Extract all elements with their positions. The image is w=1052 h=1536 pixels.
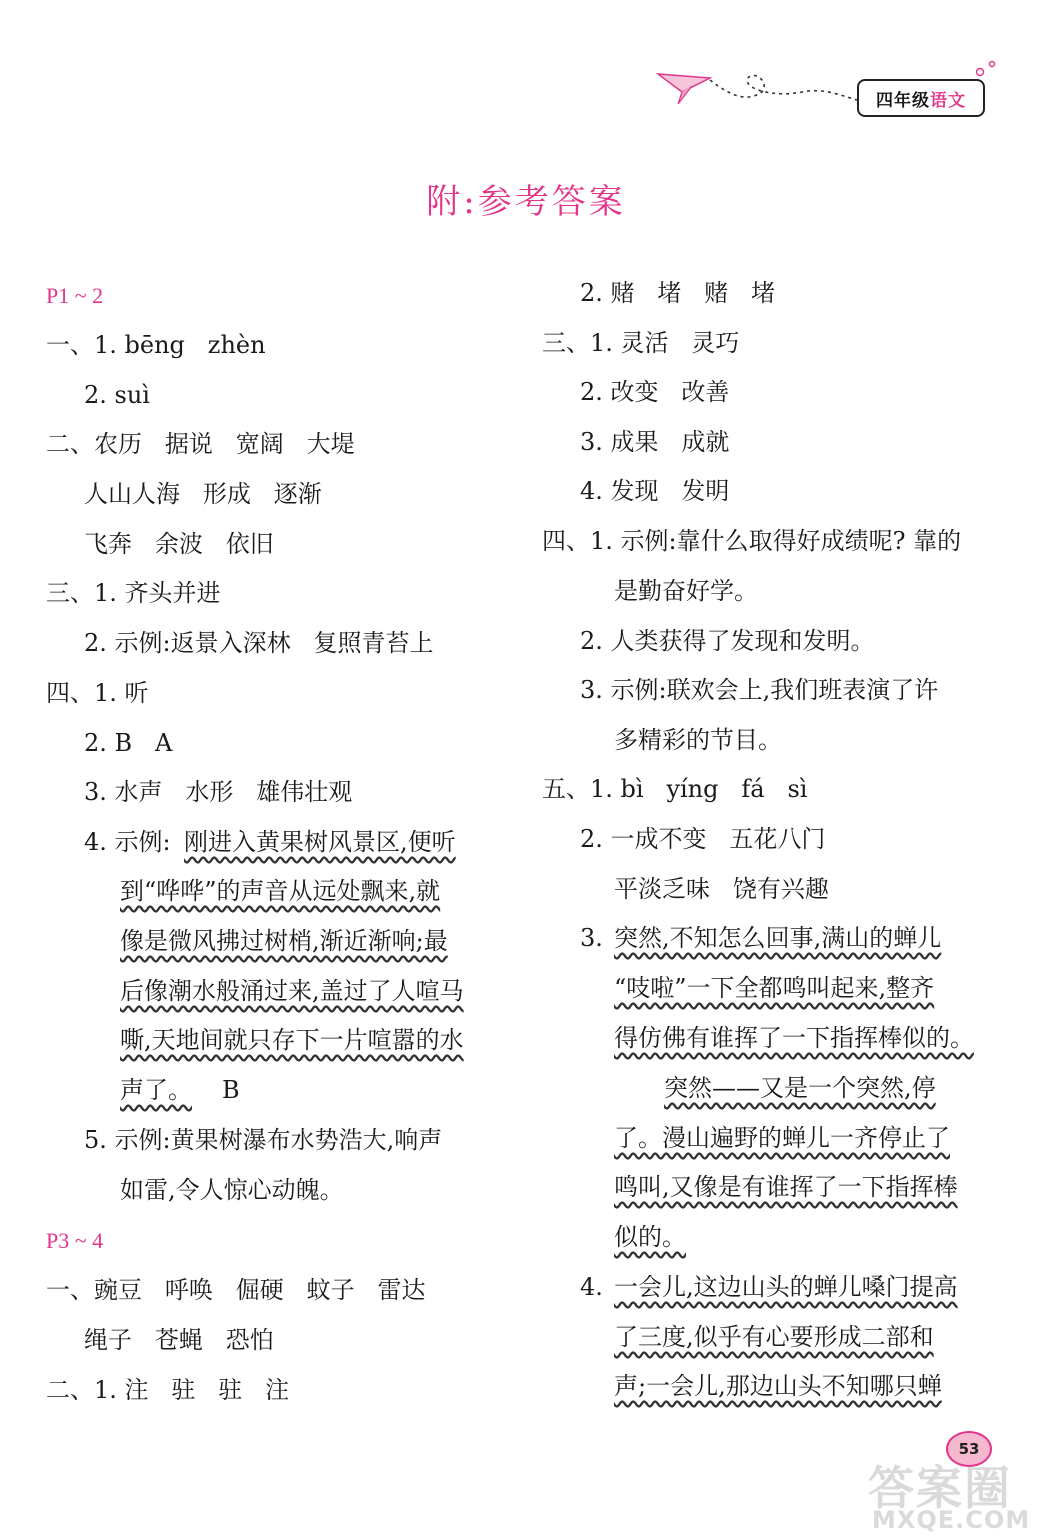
answer-line-underlined: 似的。: [614, 1223, 686, 1251]
answer-line: 一、豌豆 呼唤 倔硬 蚊子 雷达: [46, 1276, 426, 1304]
answer-line: B: [222, 1076, 240, 1104]
answer-line: 4. 发现 发明: [580, 477, 730, 505]
answer-line-underlined: 后像潮水般涌过来,盖过了人喧马: [120, 977, 464, 1005]
answer-line-underlined: 到“哗哗”的声音从远处飘来,就: [120, 877, 441, 905]
answer-line: 3. 水声 水形 雄伟壮观: [84, 778, 353, 806]
answer-line-underlined: 声;一会儿,那边山头不知哪只蝉: [614, 1372, 942, 1400]
answer-line-underlined: 嘶,天地间就只存下一片喧嚣的水: [120, 1026, 464, 1054]
watermark-url: MXQE.COM: [872, 1506, 1031, 1534]
answer-line-underlined: 得仿佛有谁挥了一下指挥棒似的。: [614, 1024, 974, 1052]
answer-line: 多精彩的节目。: [614, 726, 782, 754]
answer-line: 4.: [580, 1273, 611, 1301]
answer-line: 四、1. 听: [46, 679, 149, 707]
answer-line: 一、1. bēng zhèn: [46, 331, 266, 359]
answer-line-underlined: 鸣叫,又像是有谁挥了一下指挥棒: [614, 1173, 958, 1201]
subject-label: 语文: [930, 90, 966, 111]
answer-line: 二、1. 注 驻 驻 注: [46, 1376, 290, 1404]
answer-line: 五、1. bì yíng fá sì: [542, 775, 808, 803]
answer-line: 飞奔 余波 依旧: [84, 530, 274, 558]
answer-line: 四、1. 示例:靠什么取得好成绩呢? 靠的: [542, 527, 962, 555]
watermark: [858, 1452, 1038, 1532]
answer-line: 2. B A: [84, 729, 173, 757]
answer-line: 二、农历 据说 宽阔 大堤: [46, 430, 355, 458]
page-number: 53: [946, 1431, 992, 1467]
answer-line: 2. 改变 改善: [580, 378, 730, 406]
answer-line: 三、1. 灵活 灵巧: [542, 329, 740, 357]
answer-line: 绳子 苍蝇 恐怕: [84, 1326, 274, 1354]
answer-line-underlined: 了三度,似乎有心要形成二部和: [614, 1323, 934, 1351]
answer-line: 2. 示例:返景入深林 复照青苔上: [84, 629, 434, 657]
answer-line: 平淡乏味 饶有兴趣: [614, 875, 829, 903]
watermark-logo-text: 答案圈: [868, 1461, 1012, 1515]
page-title: 附:参考答案: [426, 182, 626, 222]
section-heading: P3 ~ 4: [46, 1228, 104, 1253]
answer-line-underlined: “吱啦”一下全都鸣叫起来,整齐: [614, 974, 935, 1002]
answer-line: 三、1. 齐头并进: [46, 579, 221, 607]
answer-line: 2. suì: [84, 381, 150, 409]
answer-line-underlined: 一会儿,这边山头的蝉儿嗓门提高: [614, 1273, 958, 1301]
answer-line-underlined: 突然——又是一个突然,停: [664, 1074, 936, 1102]
answer-line-underlined: 突然,不知怎么回事,满山的蝉儿: [614, 924, 942, 952]
answer-line-underlined: 了。漫山遍野的蝉儿一齐停止了: [614, 1124, 950, 1152]
answer-line: 人山人海 形成 逐渐: [84, 480, 322, 508]
answer-line: 5. 示例:黄果树瀑布水势浩大,响声: [84, 1126, 443, 1154]
answer-line: 3. 成果 成就: [580, 428, 730, 456]
section-heading: P1 ~ 2: [46, 283, 104, 308]
answer-line: 4. 示例:: [84, 828, 171, 856]
answer-line: 2. 人类获得了发现和发明。: [580, 627, 875, 655]
grade-subject-badge: [857, 79, 985, 117]
answer-line: 如雷,令人惊心动魄。: [120, 1176, 344, 1204]
answer-line: 3.: [580, 924, 611, 952]
answer-line: 2. 一成不变 五花八门: [580, 825, 826, 853]
answer-line-underlined: 声了。: [120, 1076, 192, 1104]
answer-line-underlined: 刚进入黄果树风景区,便听: [184, 828, 456, 856]
answer-line: 是勤奋好学。: [614, 577, 758, 605]
answer-line: 3. 示例:联欢会上,我们班表演了许: [580, 676, 939, 704]
answer-line-underlined: 像是微风拂过树梢,渐近渐响;最: [120, 927, 448, 955]
answer-line: 2. 赌 堵 赌 堵: [580, 279, 776, 307]
grade-label: 四年级: [876, 90, 930, 111]
